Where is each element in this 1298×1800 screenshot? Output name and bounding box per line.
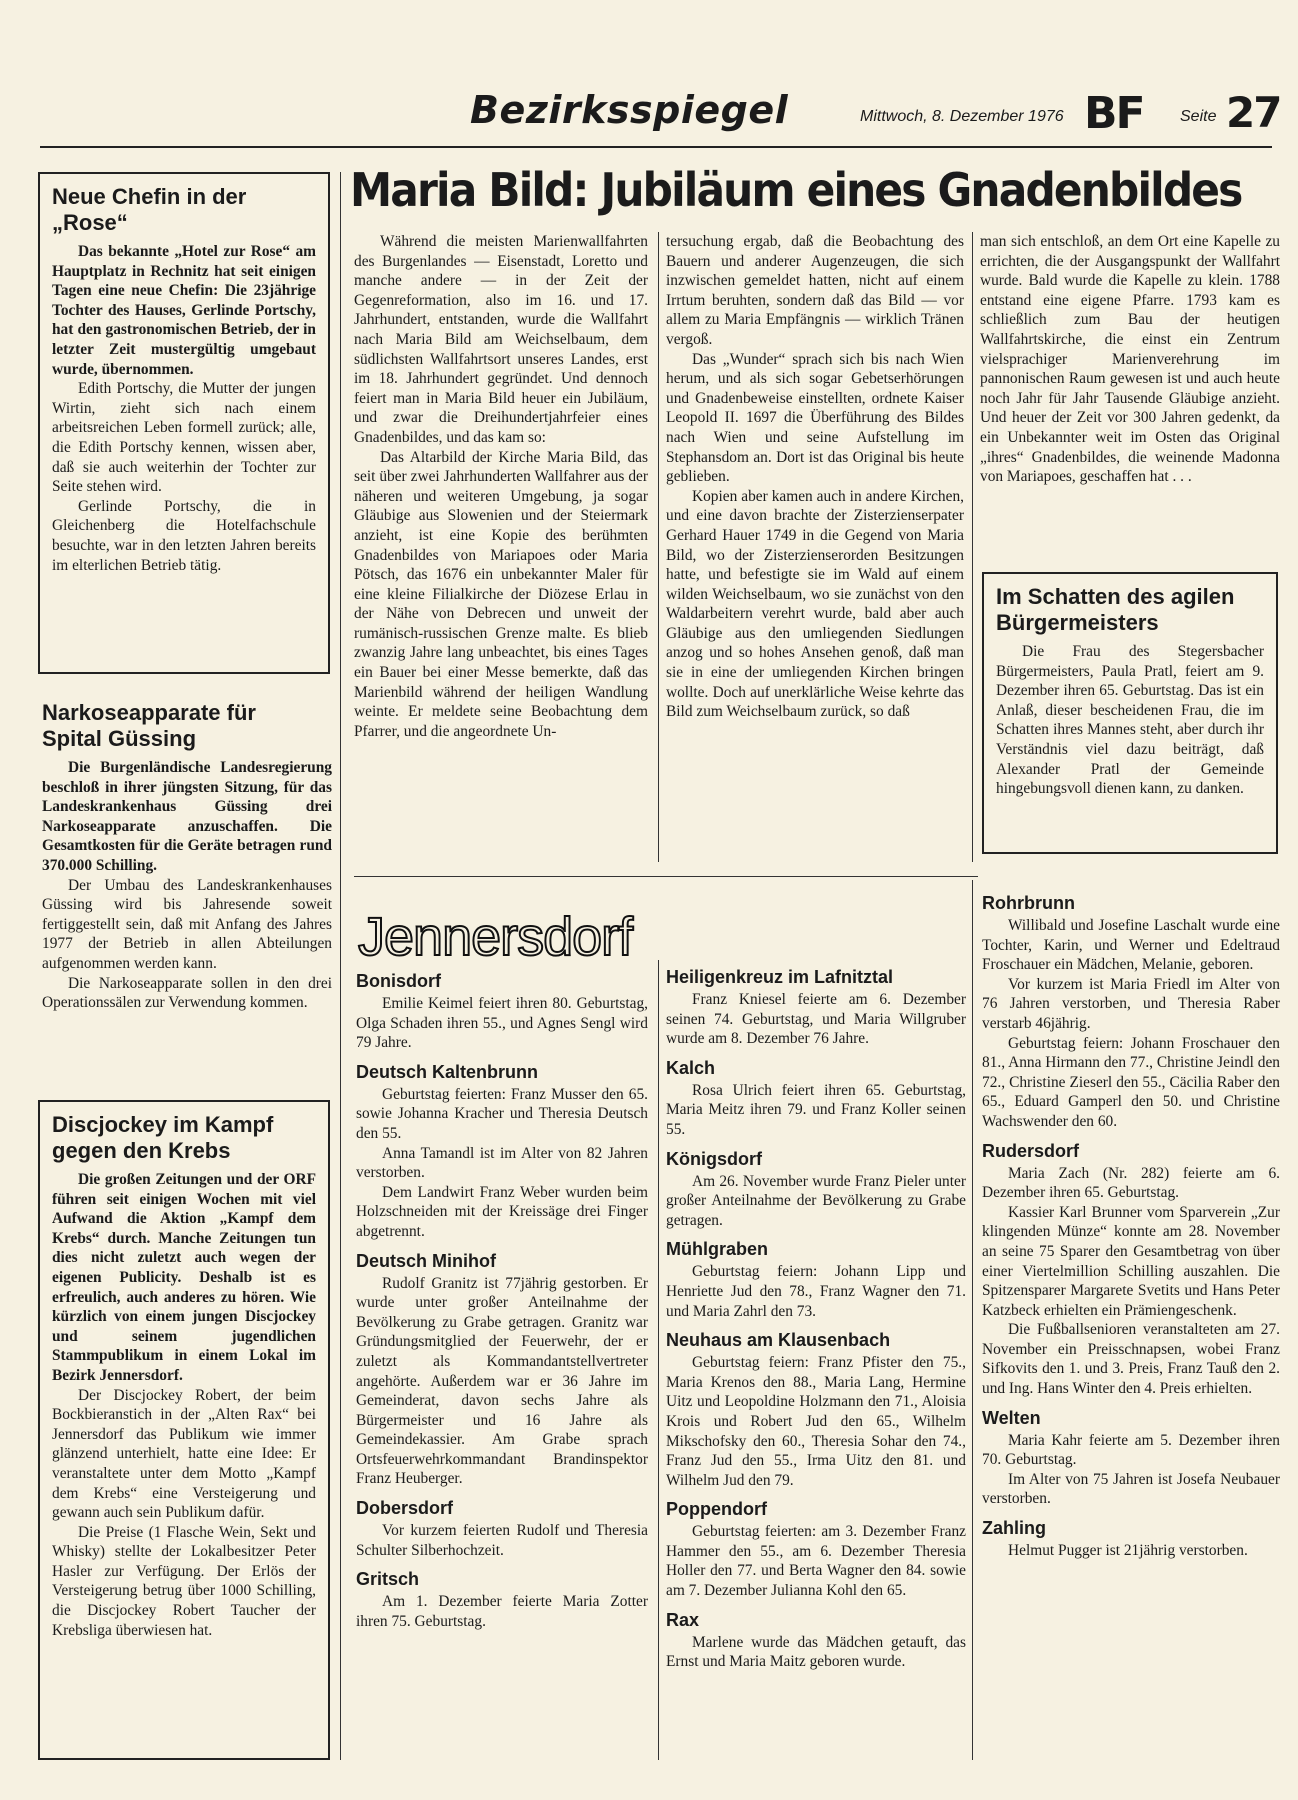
place-news-item: Geburtstag feiern: Johann Lipp und Henriette Jud den 78., Franz Wagner den 71. und Maria Zahrl den 73.	[666, 1263, 966, 1320]
main-article-col3	[980, 232, 1280, 487]
rose-article	[38, 172, 330, 674]
place-news-item: Vor kurzem ist Maria Friedl im Alter von 76 Jahren verstorben, und Theresia Raber verstarb 46jährig.	[982, 975, 1280, 1032]
rose-para: Edith Portschy, die Mutter der jungen Wirtin, zieht sich nach einem arbeitsreichen Leben formell zurück; alle, die Edith Portschy kennen, wissen aber, daß sie auch weiterhin der Tochter zur Seite stehen wird.	[52, 380, 316, 496]
discjockey-para: Die Preise (1 Flasche Wein, Sekt und Whisky) stellte der Lokalbesitzer Peter Hasler zur Verfügung. Der Erlös der Versteigerung betrug über 1000 Schilling, die Discjockey Robert Taucher der Krebsliga überwiesen hat.	[52, 1523, 316, 1639]
main-para: tersuchung ergab, daß die Beobachtung des Bauern und anderer Augenzeugen, die sich inzwischen gemeldet hatten, nicht auf einem Irrtum beruhten, sondern daß das Bild — vor allem zu Maria Empfängnis — wirklich Tränen vergoß.	[666, 233, 964, 348]
place-news-item: Anna Tamandl ist im Alter von 82 Jahren verstorben.	[356, 1144, 648, 1182]
jennersdorf-col2	[666, 966, 966, 1672]
place-news-item: Marlene wurde das Mädchen getauft, das Ernst und Maria Maitz geboren wurde.	[666, 1633, 966, 1671]
discjockey-lead: Die großen Zeitungen und der ORF führen seit einigen Wochen mit viel Aufwand die Aktion „Kampf dem Krebs“ durch. Manche Zeitungen tun dies nicht zuletzt auch wegen der eigenen Publicity. Deshalb ist es erfreulich, auch anderes zu hören. Wie kürzlich von einem jungen Discjockey und seinem jugendlichen Stammpublikum in einem Lokal im Bezirk Jennersdorf.	[52, 1171, 316, 1384]
issue-date: Mittwoch, 8. Dezember 1976	[860, 108, 1064, 125]
main-para: Das Altarbild der Kirche Maria Bild, das seit über zwei Jahrhunderten Wallfahrer aus der näheren und weiteren Umgebung, ja sogar Gläubige aus Slowenien und der Steiermark anzieht, ist eine Kopie des berühmten Gnadenbildes von Mariapoes oder Maria Pötsch, das 1676 ein unbekannter Maler für eine kleine Filialkirche der Diözese Erlau in der Nähe von Debrecen und unweit der rumänisch-russischen Grenze malte. Es blieb zwanzig Jahre lang unbeachtet, bis eines Tages ein Bauer bei einer Messe bemerkte, daß das Marienbild während der heiligen Wandlung weinte. Er meldete seine Beobachtung dem Pfarrer, und die angeordnete Un-	[354, 448, 648, 740]
discjockey-title: Discjockey im Kampf gegen den Krebs	[52, 1112, 274, 1163]
place-heading: Rax	[666, 1609, 700, 1630]
place-heading: Kalch	[666, 1057, 716, 1078]
place-heading: Welten	[982, 1407, 1041, 1428]
main-para: Das „Wunder“ sprach sich bis nach Wien herum, und als sich sogar Gebetserhörungen und Gnadenbeweise einstellten, ordnete Kaiser Leopold II. 1697 die Überführung des Bildes nach Wien und seine Aufstellung im Stephansdom an. Dort ist das Original bis heute geblieben.	[666, 350, 964, 486]
column-rule	[658, 960, 659, 1760]
narkose-para: Der Umbau des Landeskrankenhauses Güssing wird bis Jahresende soweit fertiggestellt sein, daß mit Anfang des Jahres 1977 der Betrieb in allen Abteilungen aufgenommen werden kann.	[42, 876, 332, 972]
schatten-article	[982, 572, 1278, 854]
column-rule	[972, 880, 973, 1760]
place-heading: Deutsch Kaltenbrunn	[356, 1061, 539, 1082]
place-news-item: Die Fußballsenioren veranstalteten am 27. November ein Preisschnapsen, wobei Franz Sifkovits den 1. und 3. Preis, Franz Tauß den 2. und Ing. Hans Winter den 4. Preis erhielten.	[982, 1321, 1280, 1398]
place-heading: Königsdorf	[666, 1148, 762, 1169]
section-title: Bezirksspiegel	[470, 88, 789, 132]
district-heading: Jennersdorf	[358, 907, 633, 967]
place-heading: Bonisdorf	[356, 971, 441, 991]
main-headline: Maria Bild: Jubiläum eines Gnadenbildes	[350, 163, 1242, 217]
place-news-item: Franz Kniesel feierte am 6. Dezember seinen 74. Geburtstag, und Maria Willgruber wurde am 8. Dezember 76 Jahre.	[666, 991, 966, 1048]
discjockey-para: Der Discjockey Robert, der beim Bockbieranstich in der „Alten Rax“ bei Jennersdorf das Publikum wie immer glänzend unterhielt, hatte eine Idee: Er veranstaltete unter dem Motto „Kampf dem Krebs“ eine Versteigerung und gewann auch sein Publikum dafür.	[52, 1386, 316, 1522]
place-heading: Deutsch Minihof	[356, 1250, 496, 1271]
rose-para: Gerlinde Portschy, die in Gleichenberg die Hotelfachschule besuchte, war in den letzten Jahren bereits im elterlichen Betrieb tätig.	[52, 497, 316, 574]
jennersdorf-col1	[356, 970, 648, 1631]
rose-lead: Das bekannte „Hotel zur Rose“ am Hauptplatz in Rechnitz hat seit einigen Tagen eine neue Chefin: Die 23jährige Tochter des Hauses, Gerlinde Portschy, hat den gastronomischen Betrieb, der in letzter Zeit mustergültig umgebaut wurde, übernommen.	[52, 243, 316, 378]
place-news-item: Helmut Pugger ist 21jährig verstorben.	[1008, 1542, 1248, 1560]
page-label: Seite	[1180, 108, 1217, 125]
narkose-lead: Die Burgenländische Landesregierung beschloß in ihrer jüngsten Sitzung, für das Landeskrankenhaus Güssing drei Narkoseapparate anzuschaffen. Die Gesamtkosten für die Geräte betragen rund 370.000 Schilling.	[42, 759, 332, 874]
column-rule	[658, 232, 659, 862]
place-news-item: Maria Zach (Nr. 282) feierte am 6. Dezember ihren 65. Geburtstag.	[982, 1164, 1280, 1202]
column-rule	[340, 172, 341, 1760]
place-heading: Heiligenkreuz im Lafnitztal	[666, 967, 894, 987]
place-heading: Rohrbrunn	[982, 893, 1075, 913]
discjockey-article	[38, 1100, 330, 1760]
place-heading: Gritsch	[356, 1569, 420, 1590]
place-news-item: Rudolf Granitz ist 77jährig gestorben. Er wurde unter großer Anteilnahme der Bevölkerung zu Grabe getragen. Granitz war Gründungsmitglied der Feuerwehr, der er zuletzt als Kommandantstellvertreter angehörte. Außerdem war er 36 Jahre im Gemeinderat, davon sechs Jahre als Bürgermeister und 16 Jahre als Gemeindekassier. Am Grabe sprach Ortsfeuerwehrkommandant Brandinspektor Franz Heuberger.	[356, 1274, 648, 1488]
place-news-item: Vor kurzem feierten Rudolf und Theresia Schulter Silberhochzeit.	[356, 1522, 648, 1559]
place-news-item: Geburtstag feiern: Franz Pfister den 75., Maria Krenos den 88., Maria Lang, Hermine Uitz und Leopoldine Holzmann den 71., Aloisia Krois und Robert Jud den 65., Wilhelm Mikschofsky den 60., Theresia Sohar den 74., Franz Jud den 55., Irma Uitz den 81. und Wilhelm Jud den 79.	[666, 1354, 966, 1489]
jennersdorf-col3	[982, 892, 1280, 1561]
place-heading: Dobersdorf	[356, 1498, 454, 1519]
place-news-item: Maria Kahr feierte am 5. Dezember ihren 70. Geburtstag.	[982, 1431, 1280, 1469]
newspaper-logo: BF	[1084, 88, 1144, 139]
place-heading: Poppendorf	[666, 1499, 767, 1520]
schatten-title: Im Schatten des agilen Bürgermeisters	[996, 584, 1235, 635]
place-news-item: Rosa Ulrich feiert ihren 65. Geburtstag, Maria Meitz ihren 79. und Franz Koller seinen 55.	[666, 1081, 966, 1138]
narkose-title: Narkoseapparate für Spital Güssing	[42, 700, 256, 751]
place-news-item: Kassier Karl Brunner vom Sparverein „Zur klingenden Münze“ konnte am 28. November an seine 75 Sparer den Gesamtbetrag von über einer Viertelmillion Schilling auszahlen. Die Spitzensparer Margarete Svetits und Hans Peter Katzbeck erhielten ein Prämiengeschenk.	[982, 1203, 1280, 1319]
place-news-item: Im Alter von 75 Jahren ist Josefa Neubauer verstorben.	[982, 1470, 1280, 1508]
narkose-para: Die Narkoseapparate sollen in den drei Operationssälen zur Verwendung kommen.	[42, 974, 332, 1012]
place-news-item: Dem Landwirt Franz Weber wurden beim Holzschneiden mit der Kreissäge drei Finger abgetrennt.	[356, 1183, 648, 1240]
main-para: man sich entschloß, an dem Ort eine Kapelle zu errichten, die der Ausgangspunkt der Wallfahrt wurde. Bald wurde die Kapelle zu klein. 1788 entstand eine eigene Pfarre. 1793 kam es schließlich zum Bau der heutigen Wallfahrtskirche, die einst ein Zentrum vielsprachiger Marienverehrung im pannonischen Raum gewesen ist und auch heute noch Jahr für Jahr Tausende Gläubige anzieht. Und heuer der Zeit vor 300 Jahren gedenkt, da ein Unbekannter weit im Osten das Original „ihres“ Gnadenbildes, die weinende Madonna von Mariapoes, geschaffen hat . . .	[980, 233, 1280, 486]
place-news-item: Geburtstag feiern: Johann Froschauer den 81., Anna Hirmann den 77., Christine Jeindl den 72., Christine Zieserl den 55., Cäcilia Raber den 65., Eduard Gamperl den 50. und Christine Wachswender den 60.	[982, 1034, 1280, 1130]
place-heading: Zahling	[982, 1518, 1046, 1539]
main-article-col1	[354, 232, 648, 741]
rose-title: Neue Chefin in der „Rose“	[52, 184, 247, 235]
main-article-col2	[666, 232, 964, 722]
column-rule	[972, 232, 973, 862]
main-para: Kopien aber kamen auch in andere Kirchen, und eine davon brachte der Zisterzienserpater Gerhard Hauer 1749 in die Gegend von Maria Bild, wo der Zisterzienserorden Besitzungen hatte, und befestigte sie im Wald auf einem wilden Weichselbaum, wo sie zunächst von den Waldarbeitern verehrt wurde, bald aber auch Gläubige aus den umliegenden Siedlungen anzog und so hohes Ansehen genoß, daß man sie in eine der umliegenden Kirchen bringen wollte. Doch auf unerklärliche Weise kehrte das Bild zum Weichselbaum zurück, so daß	[666, 487, 964, 721]
place-heading: Rudersdorf	[982, 1140, 1080, 1161]
place-news-item: Willibald und Josefine Laschalt wurde eine Tochter, Karin, und Werner und Edeltraud Froschauer ein Mädchen, Melanie, geboren.	[982, 917, 1280, 974]
section-rule	[354, 876, 978, 877]
place-news-item: Am 1. Dezember feierte Maria Zotter ihren 75. Geburtstag.	[356, 1593, 648, 1630]
place-heading: Neuhaus am Klausenbach	[666, 1330, 891, 1351]
place-news-item: Am 26. November wurde Franz Pieler unter großer Anteilnahme der Bevölkerung zu Grabe getragen.	[666, 1172, 966, 1229]
place-news-item: Geburtstag feierten: Franz Musser den 65. sowie Johanna Kracher und Theresia Deutsch den 55.	[356, 1085, 648, 1142]
place-news-item: Emilie Keimel feiert ihren 80. Geburtstag, Olga Schaden ihren 55., und Agnes Sengl wird 79 Jahre.	[356, 995, 648, 1052]
place-news-item: Geburtstag feierten: am 3. Dezember Franz Hammer den 55., am 6. Dezember Theresia Holler den 77. und Berta Wagner den 84. sowie am 7. Dezember Julianna Kohl den 65.	[666, 1523, 966, 1600]
narkose-article	[42, 700, 332, 1013]
place-heading: Mühlgraben	[666, 1239, 768, 1260]
main-para: Während die meisten Marienwallfahrten des Burgenlandes — Eisenstadt, Loretto und manche andere — in der Zeit der Gegenreformation, also im 16. und 17. Jahrhundert, entstanden, wurde die Wallfahrt nach Maria Bild am Weichselbaum, dem südlichsten Wallfahrtsort unseres Landes, erst im 18. Jahrhundert gegründet. Und dennoch feiert man in Maria Bild heuer ein Jubiläum, und zwar die Dreihundertjahrfeier eines Gnadenbildes, und das kam so:	[354, 233, 648, 446]
schatten-para: Die Frau des Stegersbacher Bürgermeisters, Paula Pratl, feiert am 9. Dezember ihren 65. Geburtstag. Das ist ein Anlaß, dieser bescheidenen Frau, die im Schatten ihres Mannes steht, aber durch ihr Verständnis viel dazu beiträgt, daß Alexander Pratl der Gemeinde hingebungsvoll dienen kann, zu danken.	[996, 643, 1264, 798]
page-number: 27	[1226, 88, 1281, 137]
